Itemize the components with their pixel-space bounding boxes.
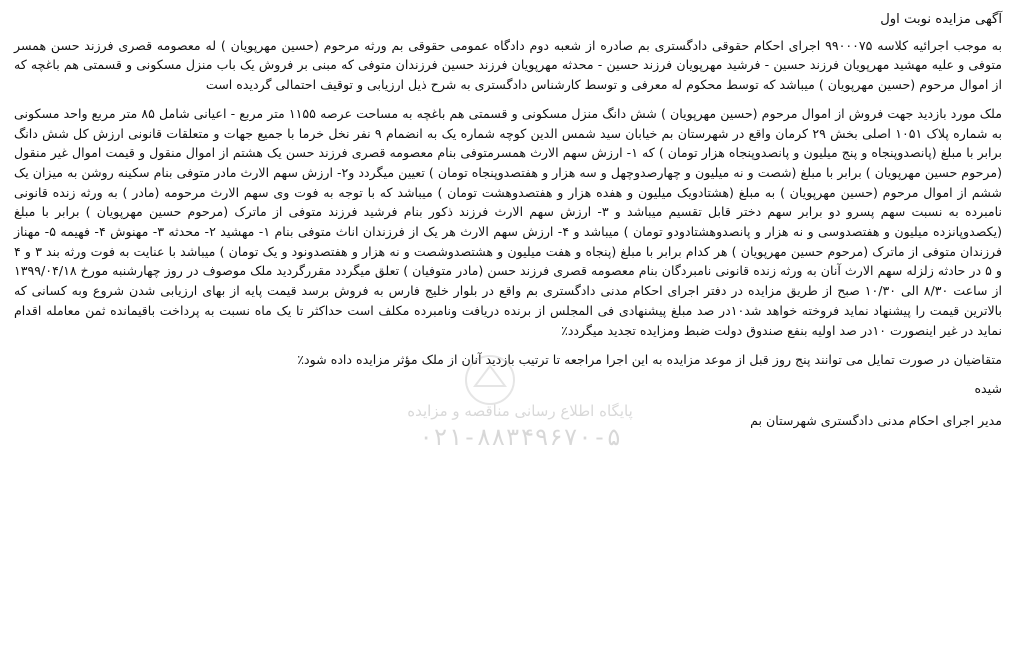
watermark-text: پایگاه اطلاع رسانی مناقصه و مزایده xyxy=(407,402,633,420)
watermark-logo-icon xyxy=(445,350,535,410)
visit-instructions-paragraph: متقاضیان در صورت تمایل می توانند پنج روز قبل از موعد مزایده به این اجرا مراجعه تا ترتیب بازدید آنان از ملک مؤثر مزایده داده شود٪ xyxy=(297,352,1002,368)
property-details-paragraph: ملک مورد بازدید جهت فروش از اموال مرحوم (حسین مهرپویان ) شش دانگ منزل مسکونی و قسمتی هم باغچه به مساحت عرصه ۱۱۵۵ متر مربع - اعیانی شامل ۸۵ متر مربع واحد مسکونی به شماره پلاک ۱۰۵۱ اصلی بخش ۲۹ کرمان واقع در شهرستان بم خیابان سید شمس الدین کوچه شماره یک به انضمام ۹ نفر نخل خرما با جمیع جهات و متعلقات قانونی ارزش کل شش دانگ برابر با مبلغ (پانصدوپنجاه و پنج میلیون و پانصدوپنجاه هزار تومان ) که ۱- ارزش سهم الارث همسرمتوفی بنام معصومه قصری فرزند حسن یک هشتم از اموال منقول و قیمت اموال غیر منقول (مرحوم حسین مهرپویان ) برابر با مبلغ (شصت و نه میلیون و چهارصدوچهل و سه هزار و هفتصدوپنجاه تومان ) تعیین میگردد و۲- ارزش سهم الارث مادر متوفی بنام سکینه روشن به میزان یک ششم از اموال مرحوم (حسین مهرپویان ) به مبلغ (هشتادویک میلیون و هفده هزار و هفتصدوهشت تومان ) میباشد که با توجه به فوت وی سهم الارث مرحومه (مادر ) به ورثه زنده قانونی نامبرده به نسبت سهم پسرو دو برابر سهم دختر قابل تقسیم میباشد و ۳- ارزش سهم الارث فرزند ذکور بنام فرشید فرزند متوفی از ماترک (مرحوم حسین مهرپویان ) برابر با مبلغ (یکصدوپانزده میلیون و هفتصدوسی و نه هزار و پانصدوهشتادودو تومان ) میباشد و ۴- ارزش سهم الارث هر یک از فرزندان اناث متوفی بنام ۱- مهشید ۲- محدثه ۳- مهنوش ۴- فهیمه ۵- مهناز فرزندان متوفی از ماترک (مرحوم حسین مهرپویان ) هر کدام برابر با مبلغ (پنجاه و هفت میلیون و هشتصدوشصت و نه هزار و هفتصدونود و یک تومان ) میباشد با عنایت به فوت ورثه بند ۳ و ۴ و ۵ در حادثه زلزله سهم الارث آنان به ورثه زنده قانونی نامبردگان بنام معصومه قصری فرزند حسن (مادر متوفیان ) تعلق میگردد مقررگردید ملک موصوف در روز چهارشنبه مورخ ۱۳۹۹/۰۴/۱۸ از ساعت ۸/۳۰ الی ۱۰/۳۰ صبح از طریق مزایده در دفتر اجرای احکام مدنی دادگستری بم واقع در بلوار خلیج فارس به فروش برسد قیمت پایه از بهای ارزیابی شدن شروع وبه کسانی که بالاترین قیمت را پیشنهاد نماید فروخته خواهد شد۱۰در صد مبلغ پیشنهادی فی المجلس از برنده دریافت ونامبرده مکلف است حداکثر تا یک ماه نسبت به پرداخت باقیمانده ثمن معامله اقدام نماید در غیر اینصورت ۱۰در صد اولیه بنفع صندوق دولت ضبط ومزایده تجدید میگردد٪ xyxy=(14,105,1003,338)
notice-title: آگهی مزایده نوبت اول xyxy=(880,12,1002,27)
execution-order-paragraph: به موجب اجرائیه کلاسه ۹۹۰۰۰۷۵ اجرای احکام حقوقی دادگستری بم صادره از شعبه دوم دادگاه عمومی حقوقی بم ورثه مرحوم (حسین مهرپویان ) له معصومه قصری فرزند حسن همسر متوفی و علیه مهشید مهرپویان فرزند حسین - فرشید مهرپویان فرزند حسین - محدثه مهرپویان فرزند حسین فرزندان متوفی که مبنی بر فروش یک باب منزل مسکونی و قسمتی هم باغچه که از اموال مرحوم (حسین مهرپویان ) میباشد که توسط محکوم له معرفی و توسط کارشناس دادگستری به شرح ذیل ارزیابی و توقیف احتمالی گردیده است xyxy=(14,37,1002,93)
signature-label: شیده xyxy=(974,380,1002,396)
watermark-phone: ۰۲۱-۸۸۳۴۹۶۷۰-۵ xyxy=(418,423,622,451)
official-title: مدیر اجرای احکام مدنی دادگستری شهرستان بم xyxy=(750,412,1002,428)
